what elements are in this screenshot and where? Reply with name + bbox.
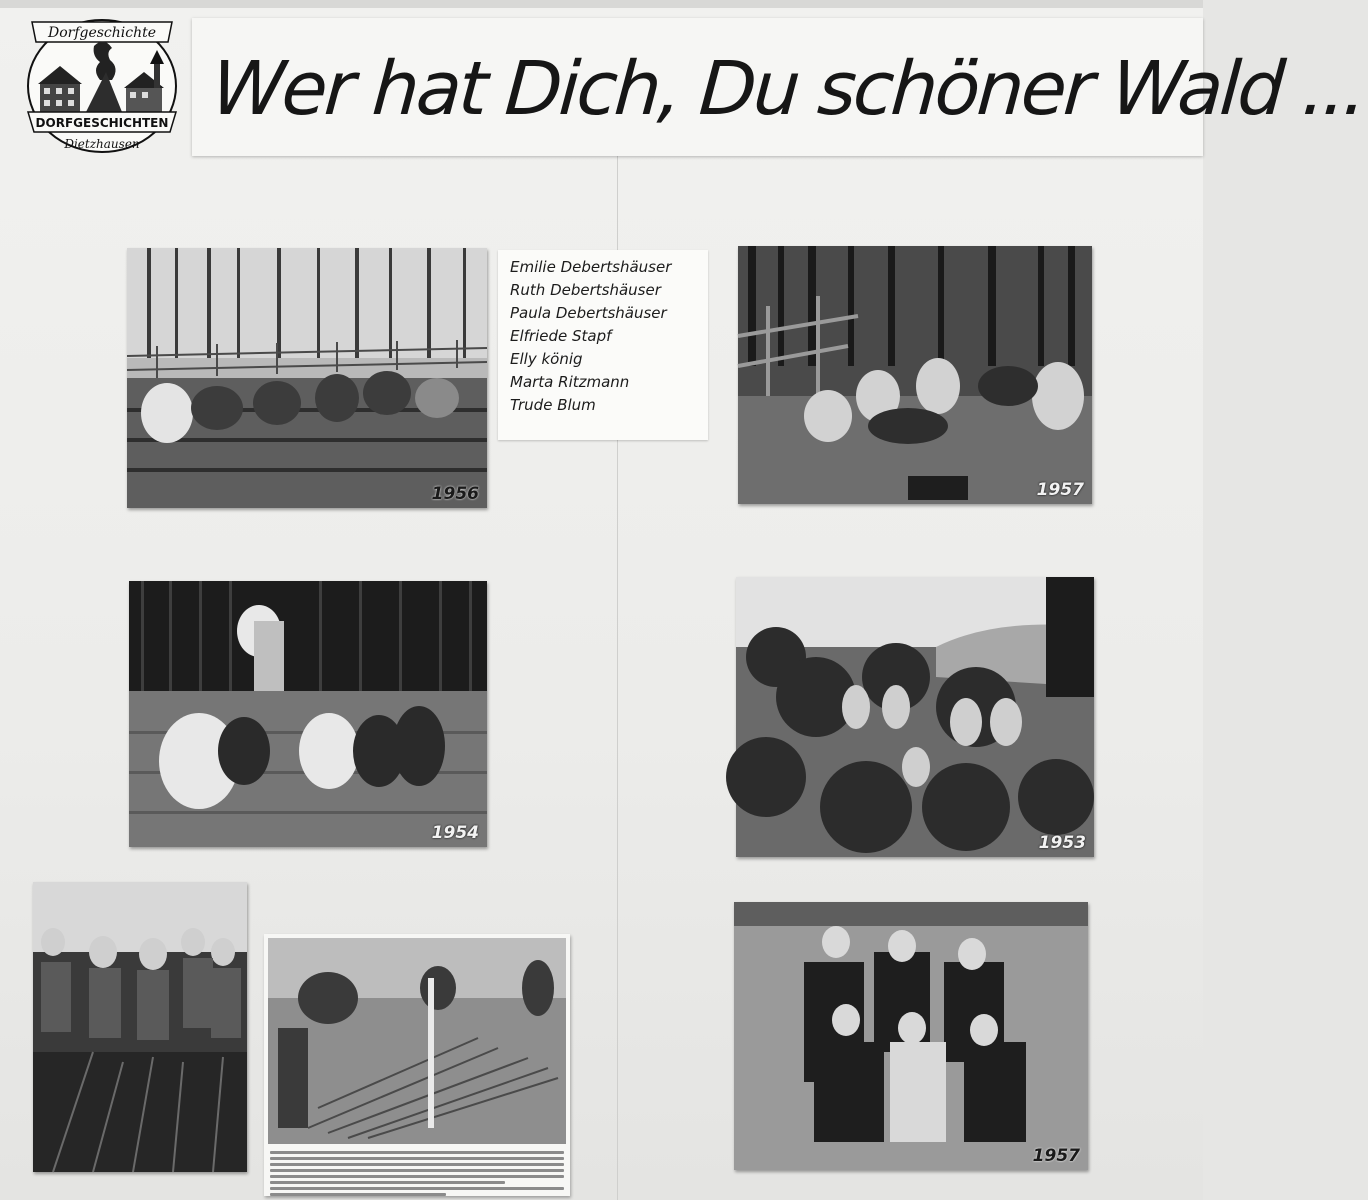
name-entry: Marta Ritzmann — [510, 373, 630, 391]
photo-group-meadow — [734, 902, 1088, 1170]
photo-group-seedbed — [129, 581, 487, 847]
photo-group-hillside — [736, 577, 1094, 857]
photo-women-resting-fence — [738, 246, 1092, 504]
dorfgeschichten-logo — [22, 8, 182, 158]
svg-text:DORFGESCHICHTEN: DORFGESCHICHTEN — [35, 116, 169, 130]
name-entry: Ruth Debertshäuser — [510, 281, 661, 299]
newspaper-clipping — [264, 934, 570, 1196]
name-entry: Elly könig — [510, 350, 583, 368]
name-entry: Elfriede Stapf — [510, 327, 612, 345]
photo-year-label: 1957 — [1032, 1146, 1080, 1166]
clipping-caption-lines — [270, 1148, 564, 1194]
photo-year-label: 1953 — [1038, 833, 1086, 853]
page-title: Wer hat Dich, Du schöner Wald ... — [208, 46, 1367, 132]
photo-group-bushes — [33, 882, 247, 1172]
name-entry: Trude Blum — [510, 396, 596, 414]
photo-year-label: 1956 — [431, 484, 479, 504]
name-entry: Paula Debertshäuser — [510, 304, 667, 322]
svg-text:Dorfgeschichte: Dorfgeschichte — [47, 25, 157, 41]
svg-text:Dietzhausen: Dietzhausen — [64, 137, 140, 151]
clipping-photo — [268, 938, 566, 1144]
photo-year-label: 1957 — [1036, 480, 1084, 500]
photo-women-planting — [127, 248, 487, 508]
photo-year-label: 1954 — [431, 823, 479, 843]
name-entry: Emilie Debertshäuser — [510, 258, 672, 276]
names-card — [498, 250, 708, 440]
board-top-edge — [0, 0, 1203, 8]
